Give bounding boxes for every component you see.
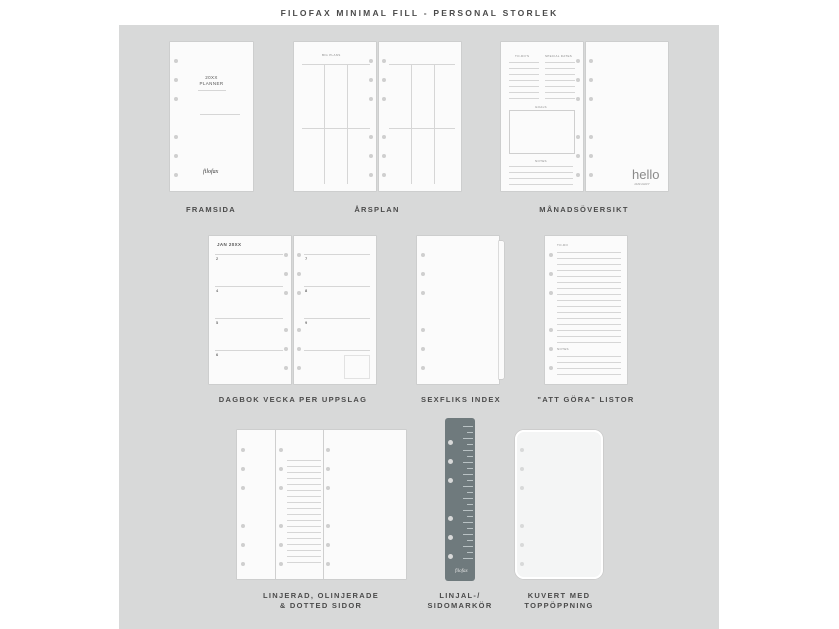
index-tab-strip <box>499 241 504 379</box>
top-opening-envelope <box>515 430 603 579</box>
page-title: FILOFAX MINIMAL FILL - PERSONAL STORLEK <box>280 8 559 18</box>
todo-list-page <box>545 236 627 384</box>
weekly-diary-left-page <box>209 236 291 384</box>
diary-day-number: 2 <box>216 256 219 261</box>
mini-calendar <box>344 355 370 379</box>
year-plan-label: ÅRSPLAN <box>354 205 400 214</box>
product-panel <box>119 25 719 629</box>
ruled-plain-dotted-pages <box>237 430 406 579</box>
diary-day-number: 5 <box>216 320 219 325</box>
six-tab-index-label: SEXFLIKS INDEX <box>421 395 501 404</box>
year-plan-heading: BIG PLANS <box>322 53 341 57</box>
ruler-label: LINJAL-/ SIDOMARKÖR <box>427 591 493 610</box>
month-overview-right-page <box>586 42 668 191</box>
year-plan-left-page <box>294 42 376 191</box>
weekly-diary-label: DAGBOK VECKA PER UPPSLAG <box>218 395 368 404</box>
todo-notes-heading: NOTES <box>557 347 569 351</box>
month-name: JANUARY <box>634 182 651 186</box>
six-tab-index-page <box>417 236 499 384</box>
diary-day-number: 8 <box>305 288 308 293</box>
weekly-diary-right-page <box>294 236 376 384</box>
month-hello-text: hello <box>632 167 660 182</box>
ruler-brand-logo: filofax <box>455 569 468 574</box>
cover-page <box>170 42 253 191</box>
month-col-todos: TO-DO'S <box>515 54 530 58</box>
cover-year: 20XX <box>205 75 218 80</box>
cover-brand-logo: filofax <box>203 169 219 175</box>
ruler-page-marker <box>445 418 475 581</box>
cover-subtitle: PLANNER <box>199 81 224 86</box>
todo-heading: TO-DO <box>557 243 569 247</box>
diary-day-number: 9 <box>305 320 308 325</box>
todo-list-label: "ATT GÖRA" LISTOR <box>537 395 635 404</box>
diary-heading: JAN 20XX <box>217 242 242 247</box>
month-overview-left-page <box>501 42 583 191</box>
month-col-special-dates: SPECIAL DATES <box>545 54 573 58</box>
diary-day-number: 4 <box>216 288 219 293</box>
diary-day-number: 7 <box>305 256 308 261</box>
diary-day-number: 6 <box>216 352 219 357</box>
month-notes-heading: NOTES <box>535 159 547 163</box>
cover-label: FRAMSIDA <box>186 205 236 214</box>
month-overview-label: MÅNADSÖVERSIKT <box>539 205 629 214</box>
ruled-pages-label: LINJERAD, OLINJERADE & DOTTED SIDOR <box>262 591 379 610</box>
envelope-label: KUVERT MED TOPPÖPPNING <box>524 591 594 610</box>
year-plan-right-page <box>379 42 461 191</box>
month-goals-heading: GOALS <box>535 105 547 109</box>
